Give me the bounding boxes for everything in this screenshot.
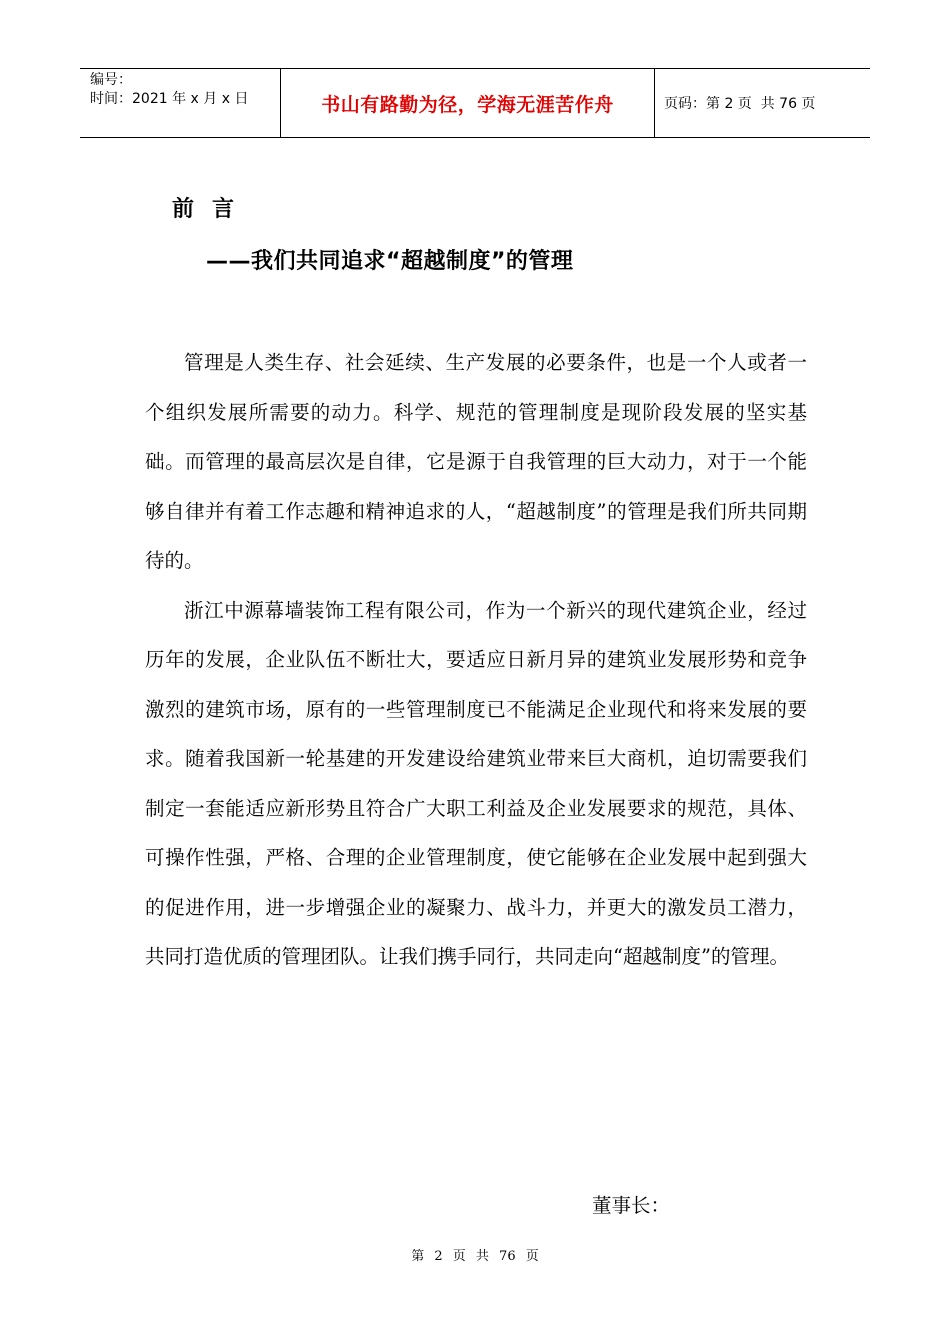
document-date-label: 时间：2021 年 x 月 x 日 [90,91,249,107]
document-body [145,338,807,982]
document-subtitle: ——我们共同追求“超越制度”的管理 [206,249,574,274]
document-title: 前言 [172,197,253,222]
document-number-label: 编号： [90,72,132,88]
header-meta-cell [80,69,281,137]
header-page-info-cell [655,69,870,137]
document-header [80,68,870,138]
body-paragraph: 浙江中源幕墙装饰工程有限公司，作为一个新兴的现代建筑企业，经过历年的发展，企业队伍不断壮大，要适应日新月异的建筑业发展形势和竞争激烈的建筑市场，原有的一些管理制度已不能满足企业现代和将来发展的要求。随着我国新一轮基建的开发建设给建筑业带来巨大商机，迫切需要我们制定一套能适应新形势且符合广大职工利益及企业发展要求的规范，具体、可操作性强，严格、合理的企业管理制度，使它能够在企业发展中起到强大的促进作用，进一步增强企业的凝聚力、战斗力，并更大的激发员工潜力，共同打造优质的管理团队。让我们携手同行，共同走向“超越制度”的管理。 [145,598,807,968]
body-paragraph: 管理是人类生存、社会延续、生产发展的必要条件，也是一个人或者一个组织发展所需要的动力。科学、规范的管理制度是现阶段发展的坚实基础。而管理的最高层次是自律，它是源于自我管理的巨大动力，对于一个能够自律并有着工作志趣和精神追求的人，“超越制度”的管理是我们所共同期待的。 [145,351,807,572]
signature-label: 董事长： [592,1194,671,1217]
page-footer: 第 2 页 共 76 页 [411,1249,539,1264]
header-page-info: 页码：第 2 页 共 76 页 [664,96,816,112]
header-motto: 书山有路勤为径，学海无涯苦作舟 [281,69,655,137]
